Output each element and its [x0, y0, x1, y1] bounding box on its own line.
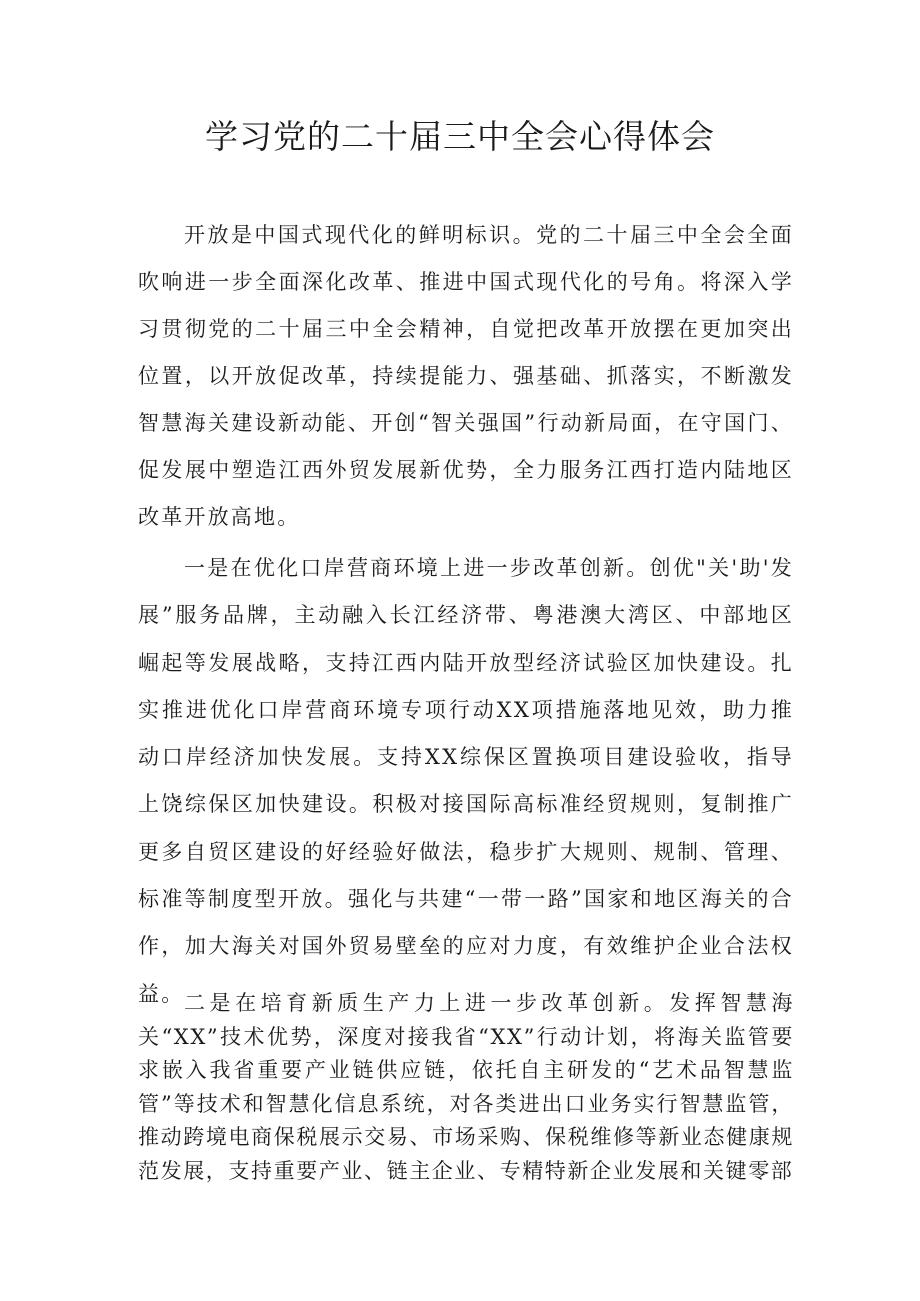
paragraph-intro: 开放是中国式现代化的鲜明标识。党的二十届三中全会全面吹响进一步全面深化改革、推进中国式现代化的号角。将深入学习贯彻党的二十届三中全会精神，自觉把改革开放摆在更加突出位置，以开放促改革，持续提能力、强基础、抓落实，不断激发智慧海关建设新动能、开创“智关强国”行动新局面，在守国门、促发展中塑造江西外贸发展新优势，全力服务江西打造内陆地区改革开放高地。	[138, 223, 794, 529]
paragraph-port-environment: 一是在优化口岸营商环境上进一步改革创新。创优"关'助'发展”服务品牌，主动融入长江经济带、粤港澳大湾区、中部地区崛起等发展战略，支持江西内陆开放型经济试验区加快建设。扎实推进优化口岸营商环境专项行动XX项措施落地见效，助力推动口岸经济加快发展。支持XX综保区置换项目建设验收，指导上饶综保区加快建设。积极对接国际高标准经贸规则，复制推广更多自贸区建设的好经验好做法，稳步扩大规则、规制、管理、标准等制度型开放。强化与共建“一带一路”国家和地区海关的合作，加大海关对国外贸易壁垒的应对力度，有效维护企业合法权益。	[138, 556, 794, 1006]
document-title: 学习党的二十届三中全会心得体会	[205, 117, 715, 156]
paragraph-new-productivity: 二是在培育新质生产力上进一步改革创新。发挥智慧海关“XX”技术优势，深度对接我省“XX”行动计划，将海关监管要求嵌入我省重要产业链供应链，依托自主研发的“艺术品智慧监管”等技术和智慧化信息系统，对各类进出口业务实行智慧监管，推动跨境电商保税展示交易、市场采购、保税维修等新业态健康规范发展，支持重要产业、链主企业、专精特新企业发展和关键零部	[138, 991, 794, 1183]
